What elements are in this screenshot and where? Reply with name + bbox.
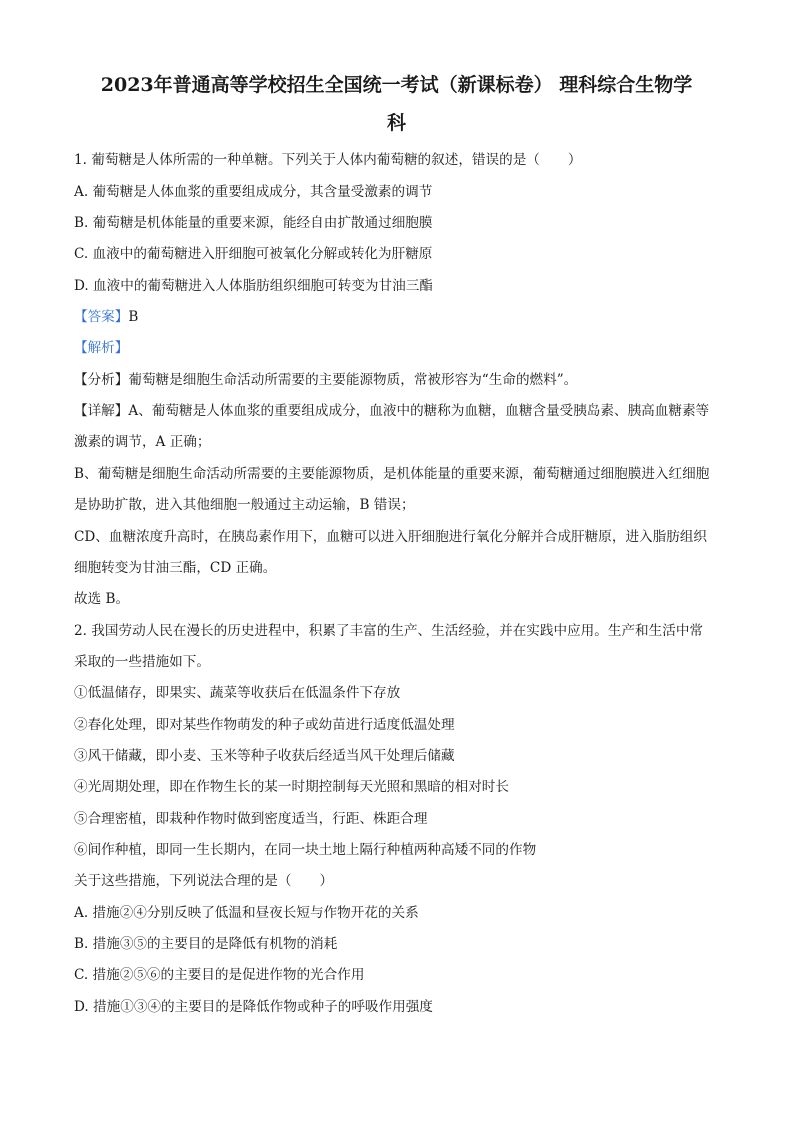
- q1-analysis: 【分析】葡萄糖是细胞生命活动所需要的主要能源物质，常被形容为“生命的燃料”。: [74, 372, 578, 388]
- q2-option-b: B. 措施③⑤的主要目的是降低有机物的消耗: [74, 936, 338, 952]
- q2-stem-line: 采取的一些措施如下。: [74, 654, 210, 670]
- q1-option-b: B. 葡萄糖是机体能量的重要来源，能经自由扩散通过细胞膜: [74, 215, 433, 231]
- q1-option-c: C. 血液中的葡萄糖进入肝细胞可被氧化分解或转化为肝糖原: [74, 246, 433, 262]
- answer-tag: 【答案】: [74, 309, 129, 325]
- q2-option-c: C. 措施②⑤⑥的主要目的是促进作物的光合作用: [74, 967, 365, 983]
- q1-stem: 1. 葡萄糖是人体所需的一种单糖。下列关于人体内葡萄糖的叙述，错误的是（ ）: [74, 152, 582, 168]
- q1-detail-line: 是协助扩散，进入其他细胞一般通过主动运输，B 错误；: [74, 497, 415, 513]
- q1-detail-line: 【详解】A、葡萄糖是人体血浆的重要组成成分，血液中的糖称为血糖，血糖含量受胰岛素、胰高血糖素等: [74, 403, 710, 419]
- q1-answer: [74, 308, 138, 326]
- q2-measure-5: ⑤合理密植，即栽种作物时做到密度适当，行距、株距合理: [74, 811, 428, 827]
- q2-measure-6: ⑥间作种植，即同一生长期内，在同一块土地上隔行种植两种高矮不同的作物: [74, 842, 537, 858]
- q1-detail-line: B、葡萄糖是细胞生命活动所需要的主要能源物质，是机体能量的重要来源，葡萄糖通过细胞膜进入红细胞: [74, 466, 710, 482]
- q1-detail-line: 激素的调节，A 正确；: [74, 434, 211, 450]
- q2-option-a: A. 措施②④分别反映了低温和昼夜长短与作物开花的关系: [74, 905, 419, 921]
- answer-value: B: [128, 309, 139, 325]
- q1-option-a: A. 葡萄糖是人体血浆的重要组成成分，其含量受激素的调节: [74, 184, 433, 200]
- q2-option-d: D. 措施①③④的主要目的是降低作物或种子的呼吸作用强度: [74, 999, 433, 1015]
- q1-conclusion: 故选 B。: [74, 591, 130, 607]
- analysis-tag: 【解析】: [74, 340, 129, 356]
- q1-option-d: D. 血液中的葡萄糖进入人体脂肪组织细胞可转变为甘油三酯: [74, 278, 433, 294]
- q2-measure-2: ②春化处理，即对某些作物萌发的种子或幼苗进行适度低温处理: [74, 717, 455, 733]
- q2-question: 关于这些措施，下列说法合理的是（ ）: [74, 873, 334, 889]
- q2-measure-4: ④光周期处理，即在作物生长的某一时期控制每天光照和黑暗的相对时长: [74, 779, 509, 795]
- q2-stem-line: 2. 我国劳动人民在漫长的历史进程中，积累了丰富的生产、生活经验，并在实践中应用。生产和生活中常: [74, 623, 704, 639]
- q2-measure-3: ③风干储藏，即小麦、玉米等种子收获后经适当风干处理后储藏: [74, 748, 455, 764]
- q1-detail-line: 细胞转变为甘油三酯，CD 正确。: [74, 560, 277, 576]
- q1-detail-line: CD、血糖浓度升高时，在胰岛素作用下，血糖可以进入肝细胞进行氧化分解并合成肝糖原，进入脂肪组织: [74, 529, 708, 545]
- q2-measure-1: ①低温储存，即果实、蔬菜等收获后在低温条件下存放: [74, 685, 401, 701]
- document-title: [60, 66, 733, 142]
- title-line-2: 科: [386, 112, 406, 134]
- title-line-1: 2023年普通高等学校招生全国统一考试（新课标卷） 理科综合生物学: [100, 74, 693, 96]
